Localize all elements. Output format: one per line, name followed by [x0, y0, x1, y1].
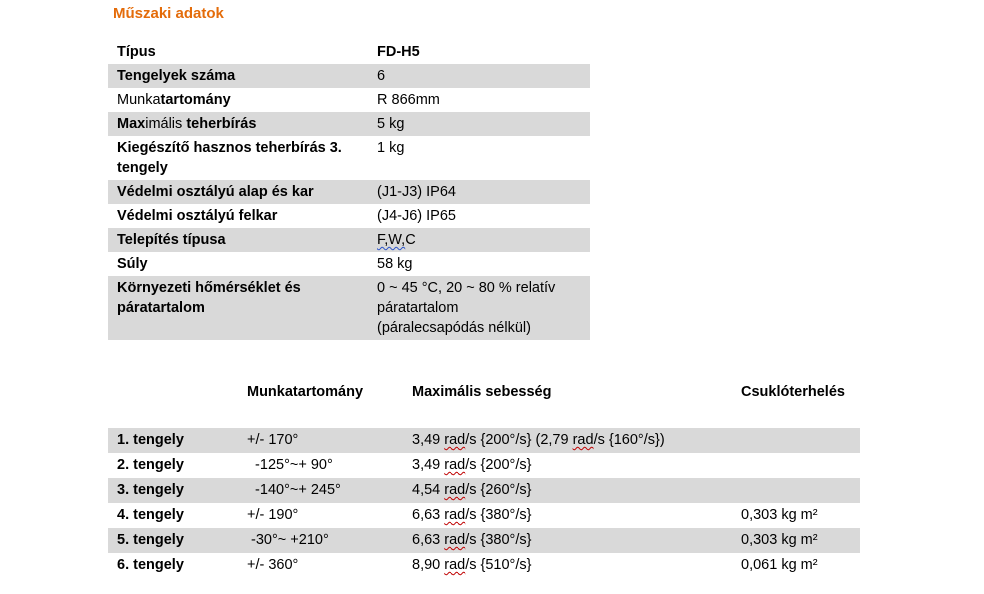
speed-part: 8,90 — [412, 557, 445, 573]
axis-speed — [412, 453, 741, 478]
spec-value-part: C — [405, 232, 416, 248]
axis-name: 3. tengely — [108, 478, 247, 503]
spec-row — [108, 88, 590, 112]
spec-label — [108, 112, 368, 136]
speed-part: /s {260°/s} — [465, 482, 532, 498]
spec-label: Környezeti hőmérséklet és páratartalom — [108, 276, 368, 340]
axis-name: 2. tengely — [117, 457, 184, 473]
spec-value: R 866mm — [377, 92, 440, 108]
speed-part: /s {200°/s} — [465, 457, 532, 473]
speed-unit: rad — [444, 482, 466, 498]
spec-label-part: Max — [117, 116, 146, 132]
axis-load: 0,061 kg m² — [741, 557, 818, 573]
axis-name: 4. tengely — [117, 507, 184, 523]
spec-value-line: páratartalom — [377, 300, 459, 316]
spec-label-part: Munka — [117, 92, 161, 108]
axis-range: -125°~+ 90° — [247, 457, 333, 473]
spec-value-part: F,W, — [377, 232, 406, 248]
axis-row — [108, 478, 860, 503]
spec-label-part: teherbírás — [186, 116, 257, 132]
axes-table — [108, 384, 860, 428]
spec-label — [108, 88, 368, 112]
spec-label: Védelmi osztályú felkar — [117, 208, 278, 224]
spec-value-line: (páralecsapódás nélkül) — [377, 320, 531, 336]
spec-row — [108, 228, 590, 252]
axis-load: 0,303 kg m² — [741, 507, 818, 523]
spec-label: Súly — [117, 256, 148, 272]
axis-row — [108, 428, 860, 453]
axis-speed — [412, 428, 741, 453]
spec-label: Telepítés típusa — [108, 228, 368, 252]
axis-name: 5. tengely — [108, 528, 247, 553]
axes-header-load: Csuklóterhelés — [741, 384, 845, 400]
axis-row — [108, 553, 860, 578]
spec-row — [108, 112, 590, 136]
spec-value: 6 — [368, 64, 590, 88]
spec-value: (J1-J3) IP64 — [368, 180, 590, 204]
spec-value: 5 kg — [368, 112, 590, 136]
spec-label-part: tartomány — [160, 92, 231, 108]
axis-speed — [412, 478, 741, 503]
axis-speed — [412, 528, 741, 553]
axes-header-empty — [108, 384, 247, 428]
axis-range: -140°~+ 245° — [247, 478, 412, 503]
axis-range: +/- 190° — [247, 507, 299, 523]
axis-load — [741, 428, 860, 453]
section-title: Műszaki adatok — [113, 5, 224, 22]
axis-row — [108, 528, 860, 553]
speed-part: /s {380°/s} — [465, 507, 532, 523]
spec-header-label: Típus — [117, 44, 156, 60]
spec-row — [108, 204, 590, 228]
axes-header-row — [108, 384, 860, 428]
speed-unit: rad — [444, 507, 466, 523]
spec-value: (J4-J6) IP65 — [377, 208, 456, 224]
spec-label: Tengelyek száma — [108, 64, 368, 88]
axis-range: +/- 170° — [247, 428, 412, 453]
spec-value: 58 kg — [377, 256, 413, 272]
axis-range: +/- 360° — [247, 557, 299, 573]
spec-value — [368, 228, 590, 252]
axes-header-speed: Maximális sebesség — [412, 384, 552, 400]
spec-label-part: imális — [145, 116, 187, 132]
spec-label: Védelmi osztályú alap és kar — [108, 180, 368, 204]
axis-name: 6. tengely — [117, 557, 184, 573]
spec-row — [108, 276, 590, 340]
spec-header-value: FD-H5 — [377, 44, 420, 60]
speed-unit: rad — [444, 532, 466, 548]
speed-part: 3,49 — [412, 432, 445, 448]
spec-row — [108, 136, 590, 180]
speed-part: 6,63 — [412, 507, 445, 523]
axes-header-range: Munkatartomány — [247, 384, 364, 400]
speed-part: 4,54 — [412, 482, 445, 498]
speed-unit: rad — [444, 432, 466, 448]
speed-part: /s {160°/s}) — [593, 432, 665, 448]
speed-unit: rad — [444, 457, 466, 473]
spec-row — [108, 252, 590, 276]
spec-header-row — [108, 40, 590, 64]
axis-row — [108, 453, 860, 478]
speed-part: /s {200°/s} (2,79 — [465, 432, 573, 448]
speed-part: /s {380°/s} — [465, 532, 532, 548]
axis-speed — [412, 553, 741, 578]
spec-row — [108, 64, 590, 88]
speed-unit: rad — [444, 557, 466, 573]
spec-value: 1 kg — [377, 140, 405, 156]
spec-label: Kiegészítő hasznos teherbírás 3. tengely — [117, 140, 342, 176]
axis-load — [741, 453, 860, 478]
speed-part: /s {510°/s} — [465, 557, 532, 573]
axis-name: 1. tengely — [108, 428, 247, 453]
speed-part: 3,49 — [412, 457, 445, 473]
axis-speed — [412, 503, 741, 528]
axis-range: -30°~ +210° — [247, 528, 412, 553]
axes-body — [108, 428, 860, 578]
speed-unit: rad — [572, 432, 594, 448]
spec-value — [368, 276, 590, 340]
axis-load — [741, 478, 860, 503]
spec-value-line: 0 ~ 45 °C, 20 ~ 80 % relatív — [377, 280, 556, 296]
speed-part: 6,63 — [412, 532, 445, 548]
spec-table — [108, 40, 590, 340]
spec-row — [108, 180, 590, 204]
axis-row — [108, 503, 860, 528]
axis-load: 0,303 kg m² — [741, 528, 860, 553]
